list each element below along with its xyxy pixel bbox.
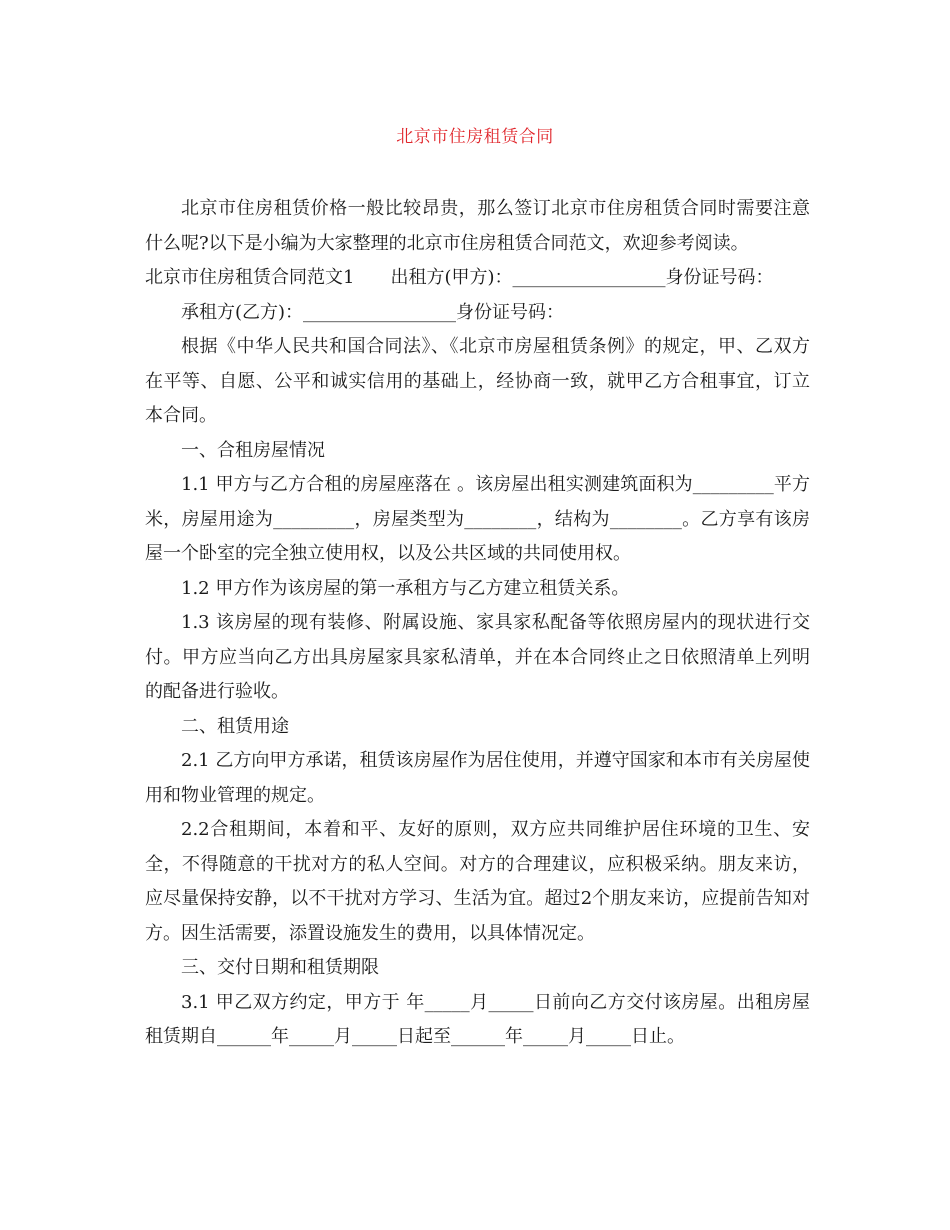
- clause-1-1: 1.1 甲方与乙方合租的房屋座落在 。该房屋出租实测建筑面积为_________平方米，房屋用途为_________，房屋类型为________，结构为________。乙方享有该房屋一个卧室的完全独立使用权，以及公共区域的共同使用权。: [145, 474, 810, 564]
- section-heading-1: 一、合租房屋情况: [181, 439, 325, 461]
- clause-1-3: 1.3 该房屋的现有装修、附属设施、家具家私配备等依照房屋内的现状进行交付。甲方应当向乙方出具房屋家具家私清单，并在本合同终止之日依照清单上列明的配备进行验收。: [145, 612, 810, 702]
- lessor-line: 北京市住房租赁合同范文1 出租方(甲方)：_________________身份证号码：: [145, 267, 774, 288]
- section-heading-2: 二、租赁用途: [181, 715, 289, 737]
- section-heading-3: 三、交付日期和租赁期限: [181, 957, 379, 978]
- lessee-line: 承租方(乙方)：_________________身份证号码：: [181, 301, 565, 323]
- document-body: [145, 192, 810, 1055]
- legal-basis-paragraph: 根据《中华人民共和国合同法》、《北京市房屋租赁条例》的规定，甲、乙双方在平等、自愿、公平和诚实信用的基础上，经协商一致，就甲乙方合租事宜，订立本合同。: [145, 336, 810, 426]
- clause-2-1: 2.1 乙方向甲方承诺，租赁该房屋作为居住使用，并遵守国家和本市有关房屋使用和物业管理的规定。: [145, 750, 810, 806]
- intro-paragraph: 北京市住房租赁价格一般比较昂贵，那么签订北京市住房租赁合同时需要注意什么呢?以下是小编为大家整理的北京市住房租赁合同范文，欢迎参考阅读。: [145, 198, 810, 254]
- clause-1-2: 1.2 甲方作为该房屋的第一承租方与乙方建立租赁关系。: [181, 577, 630, 599]
- document-title: 北京市住房租赁合同: [396, 127, 554, 147]
- clause-3-1: 3.1 甲乙双方约定，甲方于 年_____月_____日前向乙方交付该房屋。出租房屋租赁期自______年_____月_____日起至______年_____月_____日止。: [145, 991, 810, 1047]
- clause-2-2: 2.2合租期间，本着和平、友好的原则，双方应共同维护居住环境的卫生、安全，不得随意的干扰对方的私人空间。对方的合理建议，应积极采纳。朋友来访，应尽量保持安静，以不干扰对方学习、生活为宜。超过2个朋友来访，应提前告知对方。因生活需要，添置设施发生的费用，以具体情况定。: [145, 819, 810, 944]
